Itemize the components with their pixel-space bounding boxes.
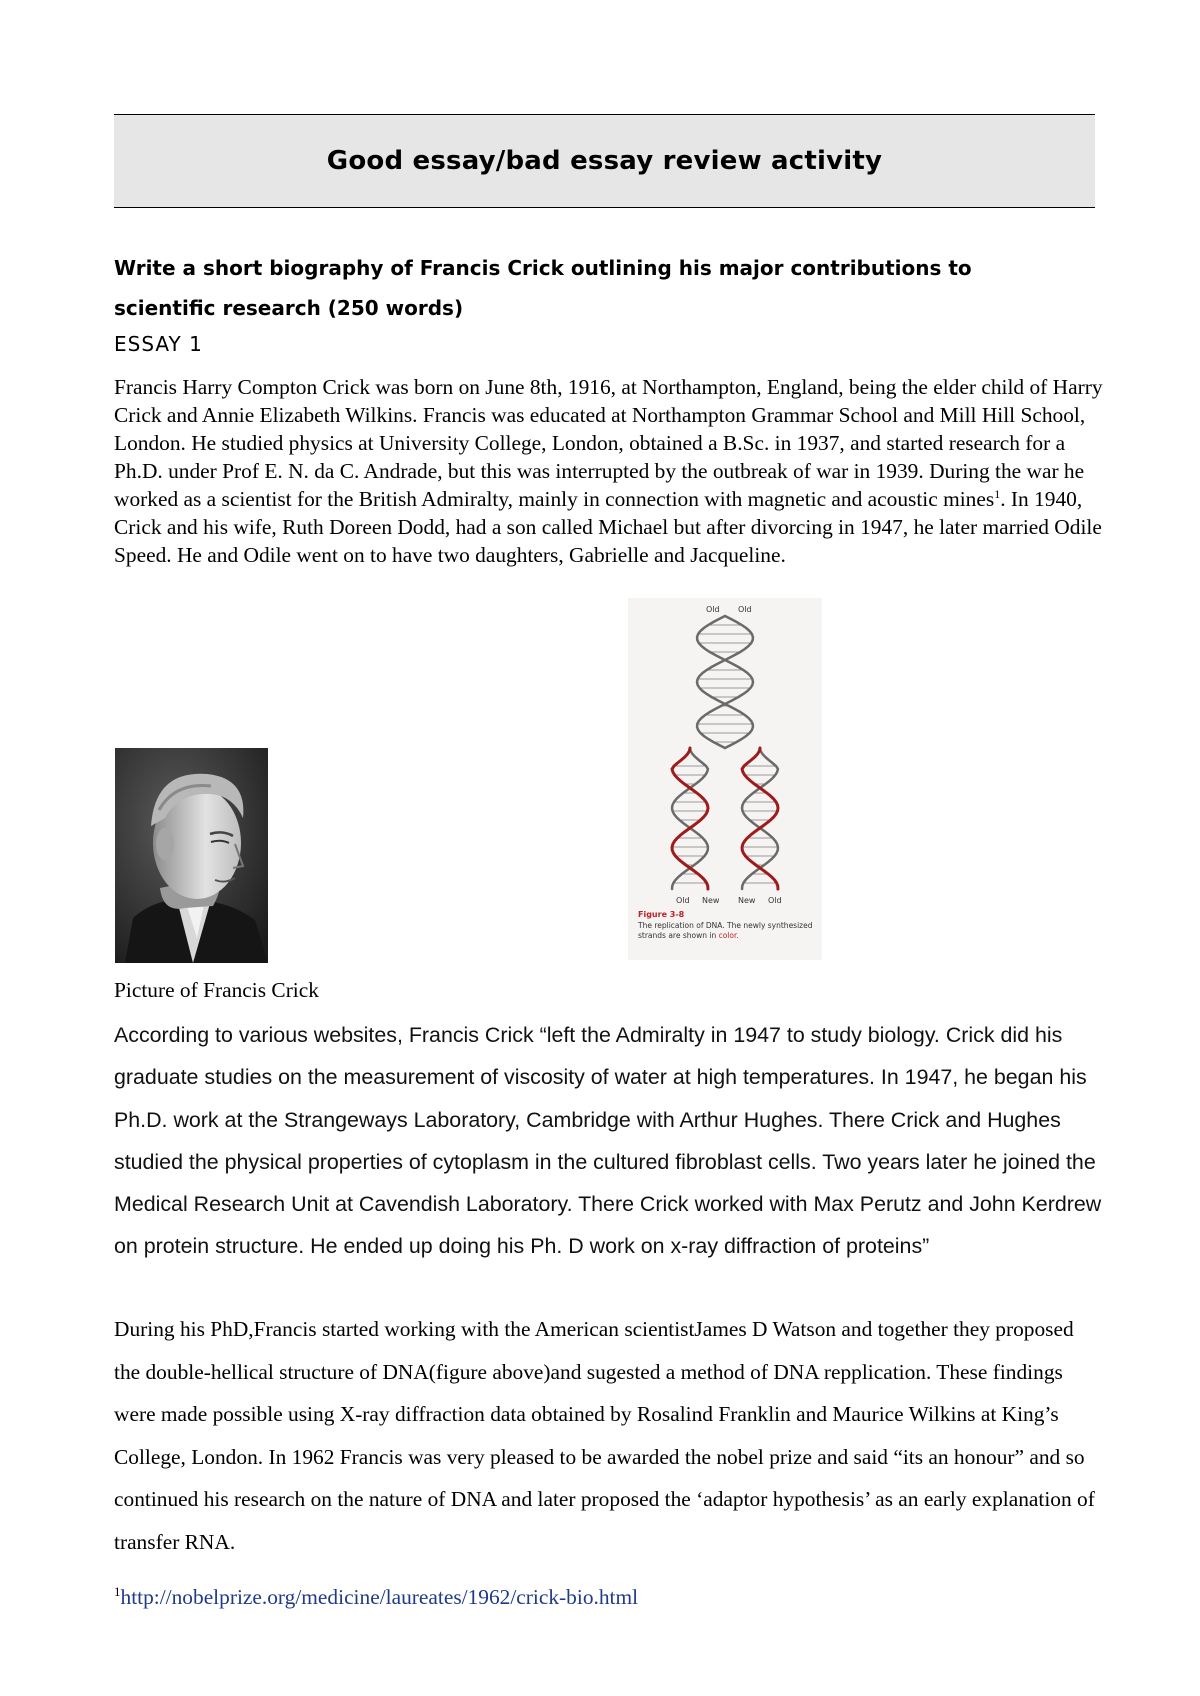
quoted-paragraph: According to various websites, Francis Crick “left the Admiralty in 1947 to study biology. Crick did his graduate studies on the measurement of viscosity of water at high temperatures. In 1947, he began his Ph.D. work at the Strangeways Laboratory, Cambridge with Arthur Hughes. There Crick and Hughes studied the physical properties of cytoplasm in the cultured fibroblast cells. Two years later he joined the Medical Research Unit at Cavendish Laboratory. There Crick worked with Max Perutz and John Kerdrew on protein structure. He ended up doing his Ph. D work on x-ray diffraction of proteins” bbox=[114, 1023, 1102, 1259]
dna-double-helix-diagram bbox=[628, 598, 822, 908]
figure-caption bbox=[638, 921, 814, 941]
para1-text-a: Francis Harry Compton Crick was born on June 8th, 1916, at Northampton, England, being the elder child of Harry Crick and Annie Elizabeth Wilkins. Francis was educated at Northampton Grammar School and Mill Hill School, London. He studied physics at University College, London, obtained a B.Sc. in 1937, and started research for a Ph.D. under Prof E. N. da C. Andrade, but this was interrupted by the outbreak of war in 1939. During the war he worked as a scientist for the British Admiralty, mainly in connection with magnetic and acoustic mines bbox=[114, 375, 1103, 511]
footnote-marker: 1 bbox=[994, 486, 1001, 501]
figure-label: Figure 3-8 bbox=[638, 910, 685, 919]
old-strand bbox=[697, 616, 753, 748]
prompt-line-2: scientific research (250 words) bbox=[114, 296, 464, 320]
footnote-number: 1 bbox=[114, 1584, 121, 1599]
essay-label: ESSAY 1 bbox=[114, 332, 203, 356]
figure-caption-text: The replication of DNA. The newly synthesized strands are shown in bbox=[638, 921, 813, 940]
para1-text-b: . In 1940, Crick and his wife, Ruth Doreen Dodd, had a son called Michael but after divorcing in 1947, he later married Odile Speed. He and Odile went on to have two daughters, Gabrielle and Jacqueline. bbox=[114, 487, 1102, 567]
footnote-link[interactable]: http://nobelprize.org/medicine/laureates/1962/crick-bio.html bbox=[120, 1585, 639, 1610]
figure-caption-color-word: color. bbox=[718, 931, 739, 940]
prompt-line-1: Write a short biography of Francis Crick outlining his major contributions to bbox=[114, 256, 972, 280]
biography-paragraph-1 bbox=[114, 373, 1104, 569]
page-title: Good essay/bad essay review activity bbox=[326, 146, 883, 176]
strand-label: Old bbox=[706, 605, 720, 614]
picture-caption: Picture of Francis Crick bbox=[114, 978, 319, 1002]
portrait-photo bbox=[115, 748, 268, 963]
strand-label: New bbox=[738, 896, 756, 905]
strand-label: Old bbox=[738, 605, 752, 614]
biography-paragraph-3: During his PhD,Francis started working with the American scientistJames D Watson and together they proposed the double-hellical structure of DNA(figure above)and sugested a method of DNA repplication. These findings were made possible using X-ray diffraction data obtained by Rosalind Franklin and Maurice Wilkins at King’s College, London. In 1962 Francis was very pleased to be awarded the nobel prize and said “its an honour” and so continued his research on the nature of DNA and later proposed the ‘adaptor hypothesis’ as an early explanation of transfer RNA. bbox=[114, 1317, 1095, 1554]
old-strand bbox=[697, 616, 753, 748]
title-banner bbox=[114, 114, 1095, 208]
strand-label: New bbox=[702, 896, 720, 905]
crick-portrait-image bbox=[115, 748, 268, 963]
essay-prompt bbox=[114, 248, 1104, 328]
strand-label: Old bbox=[676, 896, 690, 905]
footnote bbox=[114, 1584, 638, 1610]
strand-label: Old bbox=[768, 896, 782, 905]
dna-replication-figure bbox=[628, 598, 822, 960]
